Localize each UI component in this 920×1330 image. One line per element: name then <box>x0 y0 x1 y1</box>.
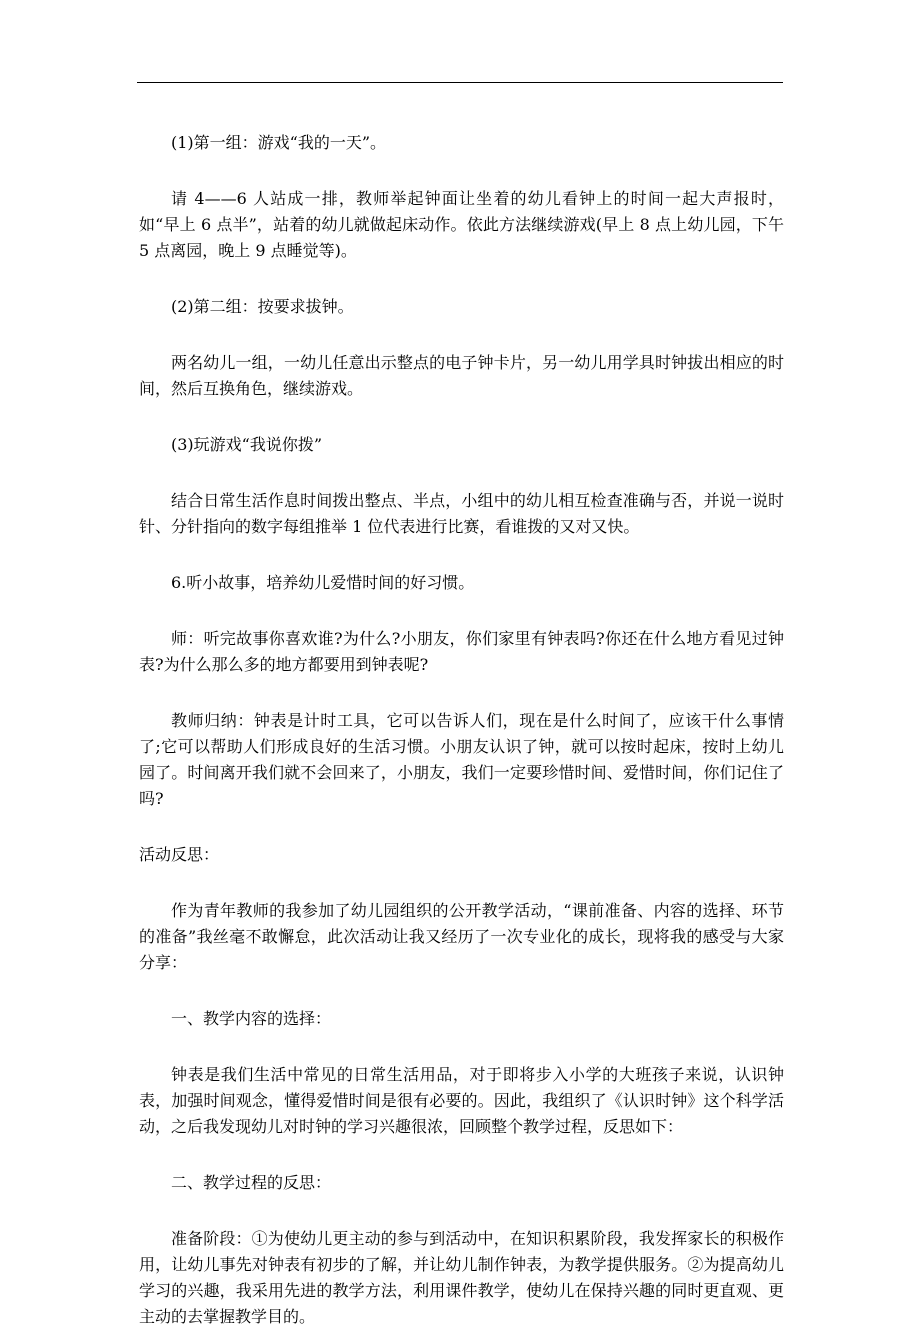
paragraph-group1-body: 请 4——6 人站成一排，教师举起钟面让坐着的幼儿看钟上的时间一起大声报时，如“早上 6 点半”，站着的幼儿就做起床动作。依此方法继续游戏(早上 8 点上幼儿园，下午 5 点离园，晚上 9 点睡觉等)。 <box>139 189 784 260</box>
subheading-process-reflection: 二、教学过程的反思： <box>171 1173 332 1192</box>
paragraph-teacher-summary: 教师归纳：钟表是计时工具，它可以告诉人们，现在是什么时间了，应该干什么事情了;它可以帮助人们形成良好的生活习惯。小朋友认识了钟，就可以按时起床，按时上幼儿园了。时间离开我们就不会回来了，小朋友，我们一定要珍惜时间、爱惜时间，你们记住了吗? <box>139 711 784 808</box>
subheading-content-selection: 一、教学内容的选择： <box>171 1009 332 1028</box>
paragraph-preparation-stage: 准备阶段：①为使幼儿更主动的参与到活动中，在知识积累阶段，我发挥家长的积极作用，让幼儿事先对钟表有初步的了解，并让幼儿制作钟表，为教学提供服务。②为提高幼儿学习的兴趣，我采用先进的教学方法，利用课件教学，使幼儿在保持兴趣的同时更直观、更主动的去掌握教学目的。 <box>139 1229 784 1326</box>
header-rule <box>137 82 783 83</box>
section-heading-reflection: 活动反思： <box>139 845 220 864</box>
paragraph-group2-body: 两名幼儿一组，一幼儿任意出示整点的电子钟卡片，另一幼儿用学具时钟拔出相应的时间，然后互换角色，继续游戏。 <box>139 353 784 398</box>
paragraph-content-selection: 钟表是我们生活中常见的日常生活用品，对于即将步入小学的大班孩子来说，认识钟表，加强时间观念，懂得爱惜时间是很有必要的。因此，我组织了《认识时钟》这个科学活动，之后我发现幼儿对时钟的学习兴趣很浓，回顾整个教学过程，反思如下： <box>139 1065 784 1136</box>
paragraph-group1-title: (1)第一组：游戏“我的一天”。 <box>171 133 387 152</box>
paragraph-teacher-question: 师：听完故事你喜欢谁?为什么?小朋友，你们家里有钟表吗?你还在什么地方看见过钟表?为什么那么多的地方都要用到钟表呢? <box>139 629 784 674</box>
paragraph-game-title: (3)玩游戏“我说你拨” <box>171 435 323 454</box>
paragraph-game-body: 结合日常生活作息时间拨出整点、半点，小组中的幼儿相互检查准确与否，并说一说时针、分针指向的数字每组推举 1 位代表进行比赛，看谁拨的又对又快。 <box>139 491 784 536</box>
paragraph-story-title: 6.听小故事，培养幼儿爱惜时间的好习惯。 <box>171 573 475 592</box>
paragraph-group2-title: (2)第二组：按要求拔钟。 <box>171 297 354 316</box>
document-body <box>139 130 784 1330</box>
paragraph-reflection-intro: 作为青年教师的我参加了幼儿园组织的公开教学活动，“课前准备、内容的选择、环节的准备”我丝毫不敢懈怠，此次活动让我又经历了一次专业化的成长，现将我的感受与大家分享： <box>139 901 784 972</box>
